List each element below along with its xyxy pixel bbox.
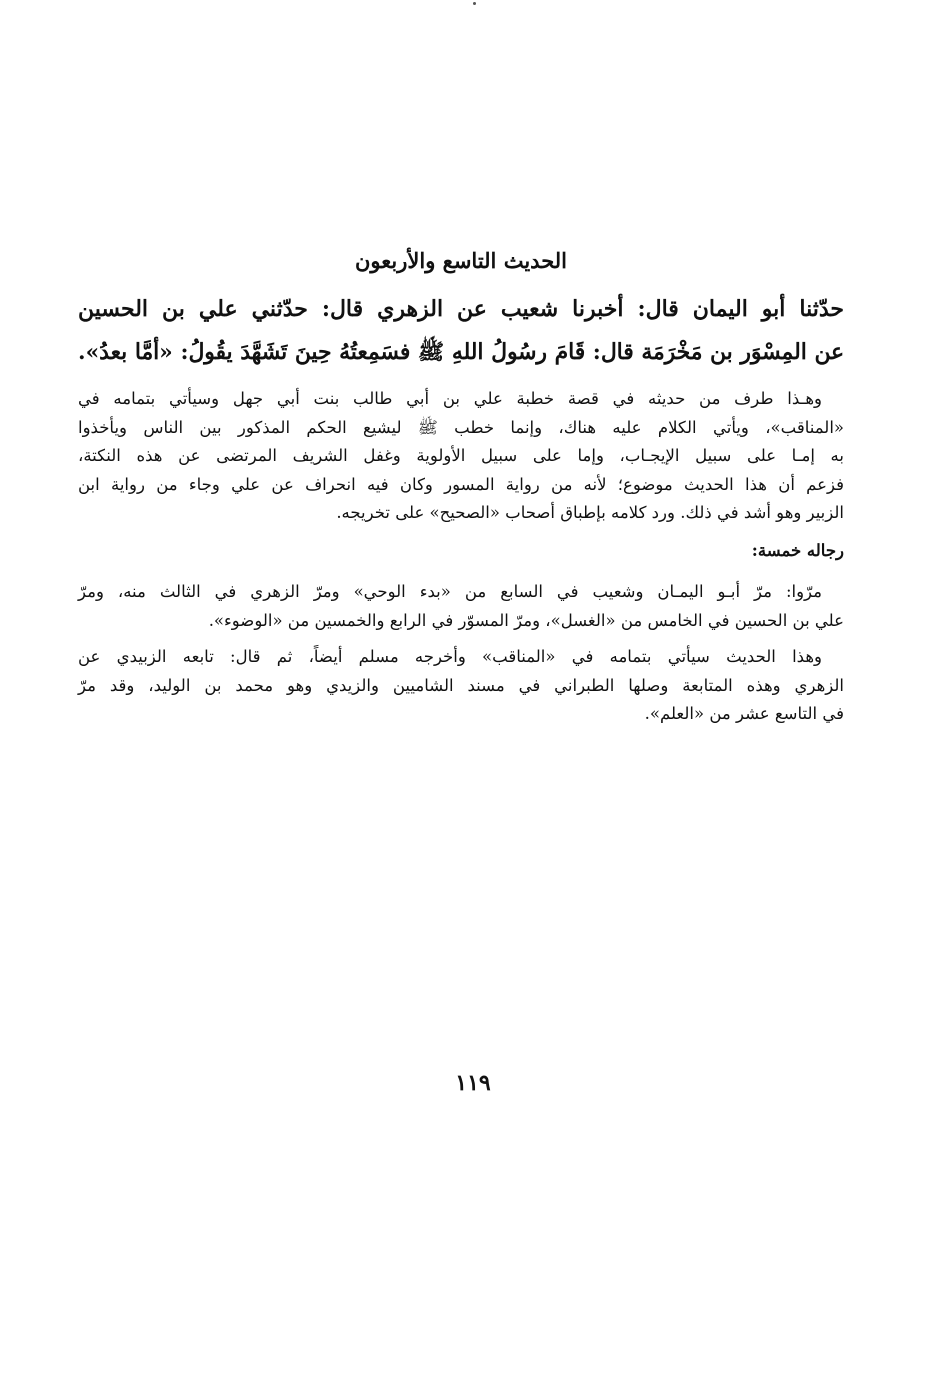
paragraph-line: مرّوا: مرّ أبـو اليمـان وشعيب في السابع من «بدء الوحي» ومرّ الزهري في الثالث منه، ومرّ xyxy=(78,581,822,601)
followup-paragraph xyxy=(78,643,844,729)
paragraph-line: الزهري وهذه المتابعة وصلها الطبراني في مسند الشاميين والزيدي وهو محمد بن الوليد، وقد مرّ xyxy=(78,675,844,695)
page-content xyxy=(78,248,844,737)
narrators-heading: رجاله خمسة: xyxy=(751,540,844,560)
paragraph-line: فزعم أن هذا الحديث موضوع؛ لأنه من رواية المسور وكان فيه انحراف عن علي وجاء من رواية ابن xyxy=(78,474,844,494)
hadith-line: حدّثنا أبو اليمان قال: أخبرنا شعيب عن الزهري قال: حدّثني علي بن الحسين xyxy=(78,296,844,322)
narrators-paragraph xyxy=(78,578,844,635)
paragraph-line: وهذا الحديث سيأتي بتمامه في «المناقب» وأخرجه مسلم أيضاً، ثم قال: تابعه الزبيدي عن xyxy=(78,647,822,667)
paragraph-line: وهـذا طرف من حديثه في قصة خطبة علي بن أبي طالب بنت أبي جهل وسيأتي بتمامه في xyxy=(78,389,822,408)
page-number: ١١٩ xyxy=(455,1070,491,1096)
paragraph-line: به إمـا على سبيل الإيجـاب، وإما على سبيل الأولوية وغفل الشريف المرتضى عن هذه النكتة، xyxy=(78,446,844,466)
hadith-text xyxy=(78,287,844,375)
paragraph-line: الزبير وهو أشد في ذلك. ورد كلامه بإطباق أصحاب «الصحيح» على تخريجه. xyxy=(336,503,844,523)
commentary-paragraph xyxy=(78,385,844,528)
chapter-heading: الحديث التاسع والأربعون xyxy=(355,248,567,273)
paragraph-line: في التاسع عشر من «العلم». xyxy=(644,704,844,724)
hadith-line: عن المِسْوَر بن مَخْرَمَة قال: قَامَ رسُولُ اللهِ ﷺ فسَمِعتُهُ حِينَ تَشَهَّدَ يقُولُ: «أمَّا بعدُ». xyxy=(78,340,844,365)
scan-speck xyxy=(473,2,476,5)
paragraph-line: علي بن الحسين في الخامس من «الغسل»، ومرّ المسوّر في الرابع والخمسين من «الوضوء». xyxy=(208,610,844,630)
paragraph-line: «المناقب»، ويأتي الكلام عليه هناك، وإنما خطب ﷺ ليشيع الحكم المذكور بين الناس ويأخذوا xyxy=(78,417,844,437)
